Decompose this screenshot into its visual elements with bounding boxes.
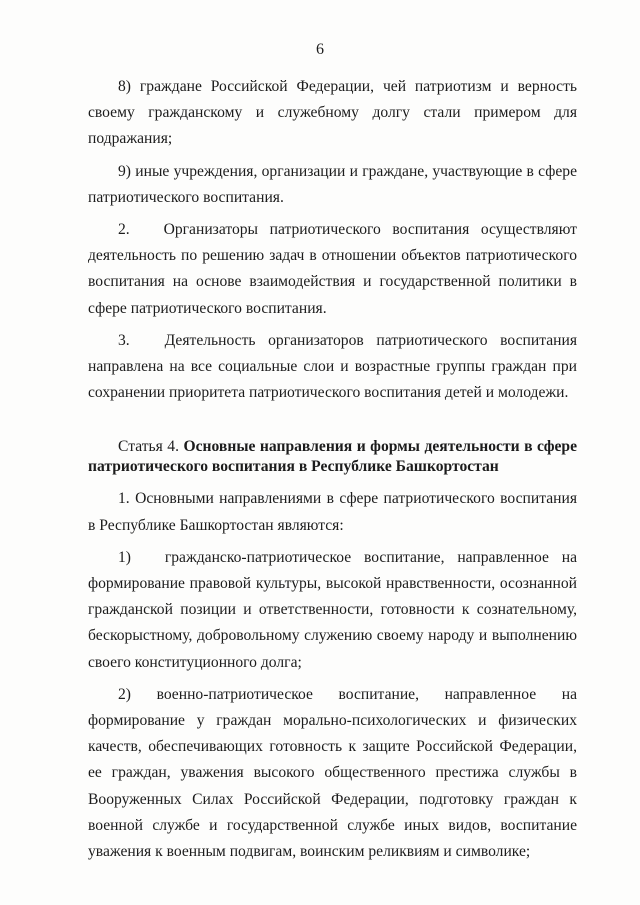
article-label: Статья 4. <box>118 438 179 456</box>
document-body <box>88 74 577 871</box>
section-2-number: 2. <box>118 221 130 239</box>
section-2-text: Организаторы патриотического воспитания осуществляют деятельность по решению задач в отношении объектов патриотического воспитания на основе взаимодействия и государственной политики в сфере патриотического воспитания. <box>88 221 577 317</box>
section-3 <box>88 328 577 407</box>
article-item-2: 2) военно-патриотическое воспитание, направленное на формирование у граждан морально-психологических и физических качеств, обеспечивающих готовность к защите Российской Федерации, ее граждан, уважения высокого общественного престижа службы в Вооруженных Силах Российской Федерации, подготовку граждан к военной службе и государственной службе иных видов, воспитание уважения к военным подвигам, воинским реликвиям и символике; <box>88 685 577 861</box>
list-item-8: 8) граждане Российской Федерации, чей патриотизм и верность своему гражданскому и служебному долгу стали примером для подражания; <box>88 78 577 148</box>
page-number: 6 <box>316 41 324 58</box>
article-item-1 <box>88 545 577 676</box>
list-item-9: 9) иные учреждения, организации и граждане, участвующие в сфере патриотического воспитания. <box>88 162 577 206</box>
section-2 <box>88 217 577 322</box>
article-item-1-number: 1) <box>118 548 131 566</box>
section-3-number: 3. <box>118 331 130 349</box>
article-title: Основные направления и формы деятельности в сфере патриотического воспитания в Республике Башкортостан <box>88 438 578 476</box>
section-3-text: Деятельность организаторов патриотического воспитания направлена на все социальные слои и возрастные группы граждан при сохранении приоритета патриотического воспитания детей и молодежи. <box>88 331 577 402</box>
article-intro: 1. Основными направлениями в сфере патриотического воспитания в Республике Башкортостан являются: <box>88 490 577 534</box>
article-4-heading <box>88 437 577 477</box>
article-item-1-text: гражданско-патриотическое воспитание, направленное на формирование правовой культуры, высокой нравственности, осознанной гражданской позиции и ответственности, готовности к сознательному, бескорыстному, добровольному служению своему народу и выполнению своего конституционного долга; <box>88 548 577 671</box>
